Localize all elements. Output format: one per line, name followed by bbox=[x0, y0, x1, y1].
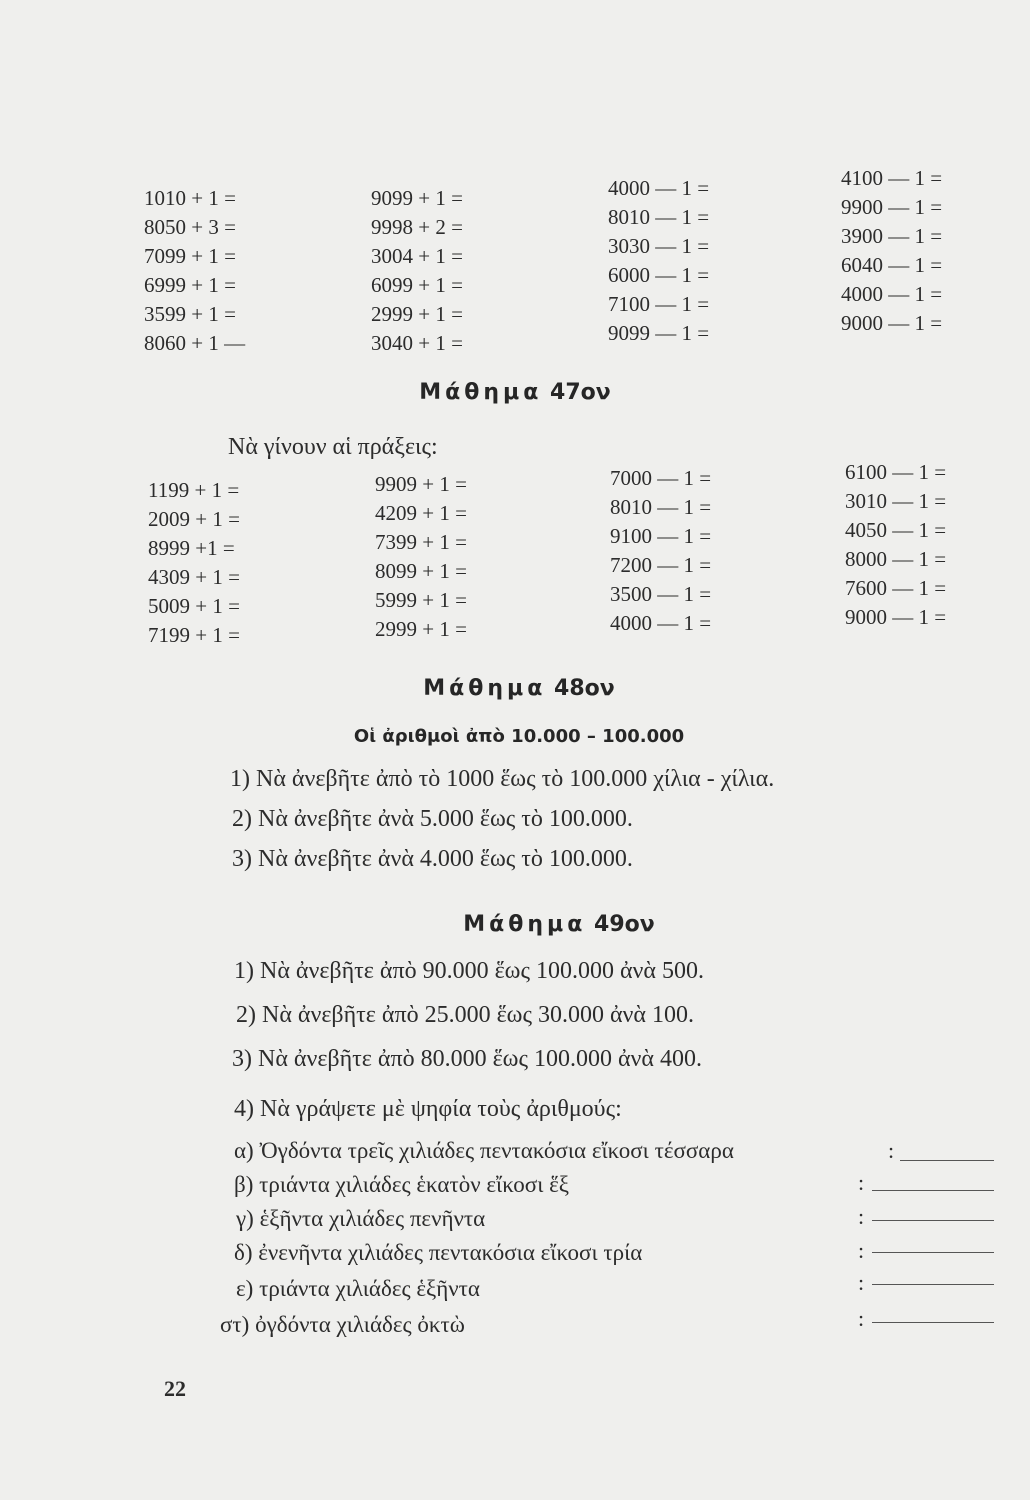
answer-blank[interactable] bbox=[872, 1252, 994, 1253]
exercise: 6000 — 1 = bbox=[608, 263, 710, 287]
exercise: 4209 + 1 = bbox=[375, 501, 467, 525]
sub-item-text: ἑξῆντα χιλιάδες πενῆντα bbox=[259, 1206, 486, 1231]
answer-colon: : bbox=[858, 1204, 865, 1229]
exercise: 1010 + 1 = bbox=[144, 186, 236, 210]
lesson-title-word: Μάθημα bbox=[423, 676, 547, 701]
exercise: 7199 + 1 = bbox=[148, 623, 240, 647]
exercise-column bbox=[845, 458, 946, 632]
exercise: 3500 — 1 = bbox=[610, 582, 712, 606]
exercise: 6040 — 1 = bbox=[841, 253, 943, 277]
exercise-column bbox=[375, 470, 467, 644]
exercise: 9909 + 1 = bbox=[375, 472, 467, 496]
lesson-title-word: Μάθημα bbox=[419, 380, 543, 405]
list-item: 2) Νὰ ἀνεβῆτε ἀπὸ 25.000 ἕως 30.000 ἀνὰ 100. bbox=[236, 1002, 694, 1028]
exercise: 8010 — 1 = bbox=[608, 205, 710, 229]
sub-item bbox=[234, 1172, 569, 1198]
exercise: 8010 — 1 = bbox=[610, 495, 712, 519]
exercise: 7200 — 1 = bbox=[610, 553, 712, 577]
list-item: 3) Νὰ ἀνεβῆτε ἀπὸ 80.000 ἕως 100.000 ἀνὰ 400. bbox=[232, 1046, 702, 1072]
exercise-column bbox=[841, 164, 942, 338]
lesson-title-word: Μάθημα bbox=[463, 912, 587, 937]
exercise: 7100 — 1 = bbox=[608, 292, 710, 316]
exercise: 6100 — 1 = bbox=[845, 460, 947, 484]
answer-blank[interactable] bbox=[872, 1190, 994, 1191]
exercise: 9099 — 1 = bbox=[608, 321, 710, 345]
sub-item-text: Ὀγδόντα τρεῖς χιλιάδες πεντακόσια εἴκοσι τέσσαρα bbox=[259, 1138, 734, 1163]
sub-item-label: στ) bbox=[220, 1312, 250, 1337]
exercise: 4000 — 1 = bbox=[841, 282, 943, 306]
lesson-47-exercise-grid bbox=[0, 460, 1030, 656]
sub-item bbox=[220, 1312, 465, 1338]
exercise: 3599 + 1 = bbox=[144, 302, 236, 326]
exercise: 6099 + 1 = bbox=[371, 273, 463, 297]
exercise: 4309 + 1 = bbox=[148, 565, 240, 589]
answer-colon: : bbox=[888, 1138, 895, 1163]
exercise: 7399 + 1 = bbox=[375, 530, 467, 554]
answer-blank[interactable] bbox=[872, 1220, 994, 1221]
exercise: 6999 + 1 = bbox=[144, 273, 236, 297]
answer-blank[interactable] bbox=[872, 1322, 994, 1323]
list-item: 2) Νὰ ἀνεβῆτε ἀνὰ 5.000 ἕως τὸ 100.000. bbox=[232, 806, 633, 832]
exercise: 2009 + 1 = bbox=[148, 507, 240, 531]
exercise: 2999 + 1 = bbox=[371, 302, 463, 326]
exercise: 9100 — 1 = bbox=[610, 524, 712, 548]
sub-item-text: ἐνενῆντα χιλιάδες πεντακόσια εἴκοσι τρία bbox=[258, 1240, 643, 1265]
sub-item-label: ε) bbox=[236, 1276, 254, 1301]
exercise: 1199 + 1 = bbox=[148, 478, 240, 502]
top-exercise-grid bbox=[0, 166, 1030, 364]
list-item: 1) Νὰ ἀνεβῆτε ἀπὸ τὸ 1000 ἕως τὸ 100.000 χίλια - χίλια. bbox=[230, 766, 775, 792]
exercise: 8060 + 1 — bbox=[144, 331, 246, 355]
lesson-47-instruction: Νὰ γίνουν αἱ πράξεις: bbox=[228, 434, 438, 460]
exercise: 2999 + 1 = bbox=[375, 617, 467, 641]
answer-blank[interactable] bbox=[872, 1284, 994, 1285]
exercise: 8050 + 3 = bbox=[144, 215, 236, 239]
exercise: 7099 + 1 = bbox=[144, 244, 236, 268]
exercise-column bbox=[371, 184, 463, 358]
exercise: 9900 — 1 = bbox=[841, 195, 943, 219]
exercise: 9000 — 1 = bbox=[845, 605, 947, 629]
sub-item bbox=[236, 1276, 480, 1302]
exercise: 4000 — 1 = bbox=[608, 176, 710, 200]
exercise: 3900 — 1 = bbox=[841, 224, 943, 248]
lesson-48-title bbox=[4, 676, 1030, 701]
sub-item-label: γ) bbox=[236, 1206, 254, 1231]
exercise: 3040 + 1 = bbox=[371, 331, 463, 355]
exercise: 5999 + 1 = bbox=[375, 588, 467, 612]
list-item: 1) Νὰ ἀνεβῆτε ἀπὸ 90.000 ἕως 100.000 ἀνὰ 500. bbox=[234, 958, 704, 984]
sub-item-text: τριάντα χιλιάδες ἑξῆντα bbox=[259, 1276, 480, 1301]
lesson-title-number: 47ον bbox=[550, 380, 611, 405]
lesson-47-title bbox=[0, 380, 1030, 405]
sub-item bbox=[234, 1240, 642, 1266]
exercise: 9998 + 2 = bbox=[371, 215, 463, 239]
exercise: 8000 — 1 = bbox=[845, 547, 947, 571]
sub-item-label: β) bbox=[234, 1172, 254, 1197]
exercise-column bbox=[144, 184, 245, 358]
exercise-column bbox=[610, 464, 711, 638]
exercise: 9000 — 1 = bbox=[841, 311, 943, 335]
sub-item-text: ὀγδόντα χιλιάδες ὀκτὼ bbox=[255, 1312, 465, 1337]
exercise: 3030 — 1 = bbox=[608, 234, 710, 258]
exercise: 5009 + 1 = bbox=[148, 594, 240, 618]
exercise-column bbox=[608, 174, 709, 348]
exercise: 8099 + 1 = bbox=[375, 559, 467, 583]
answer-colon: : bbox=[858, 1306, 865, 1331]
exercise: 7600 — 1 = bbox=[845, 576, 947, 600]
page-number: 22 bbox=[164, 1376, 186, 1401]
sub-item bbox=[234, 1138, 734, 1164]
list-item: 3) Νὰ ἀνεβῆτε ἀνὰ 4.000 ἕως τὸ 100.000. bbox=[232, 846, 633, 872]
sub-item bbox=[236, 1206, 485, 1232]
sub-item-label: δ) bbox=[234, 1240, 253, 1265]
exercise: 7000 — 1 = bbox=[610, 466, 712, 490]
exercise: 4100 — 1 = bbox=[841, 166, 943, 190]
lesson-48-subtitle: Οἱ ἀριθμοὶ ἀπὸ 10.000 – 100.000 bbox=[353, 726, 685, 747]
sub-item-label: α) bbox=[234, 1138, 254, 1163]
exercise: 4050 — 1 = bbox=[845, 518, 947, 542]
exercise: 9099 + 1 = bbox=[371, 186, 463, 210]
answer-colon: : bbox=[858, 1270, 865, 1295]
exercise: 3004 + 1 = bbox=[371, 244, 463, 268]
lesson-title-number: 48ον bbox=[554, 676, 615, 701]
sub-item-text: τριάντα χιλιάδες ἑκατὸν εἴκοσι ἕξ bbox=[259, 1172, 570, 1197]
lesson-49-title bbox=[44, 912, 1030, 937]
exercise-column bbox=[148, 476, 240, 650]
exercise: 4000 — 1 = bbox=[610, 611, 712, 635]
list-item: 4) Νὰ γράψετε μὲ ψηφία τοὺς ἀριθμούς: bbox=[234, 1096, 622, 1122]
answer-blank[interactable] bbox=[900, 1160, 994, 1161]
exercise: 8999 +1 = bbox=[148, 536, 235, 560]
exercise: 3010 — 1 = bbox=[845, 489, 947, 513]
answer-colon: : bbox=[858, 1238, 865, 1263]
lesson-title-number: 49ον bbox=[594, 912, 655, 937]
answer-colon: : bbox=[858, 1170, 865, 1195]
